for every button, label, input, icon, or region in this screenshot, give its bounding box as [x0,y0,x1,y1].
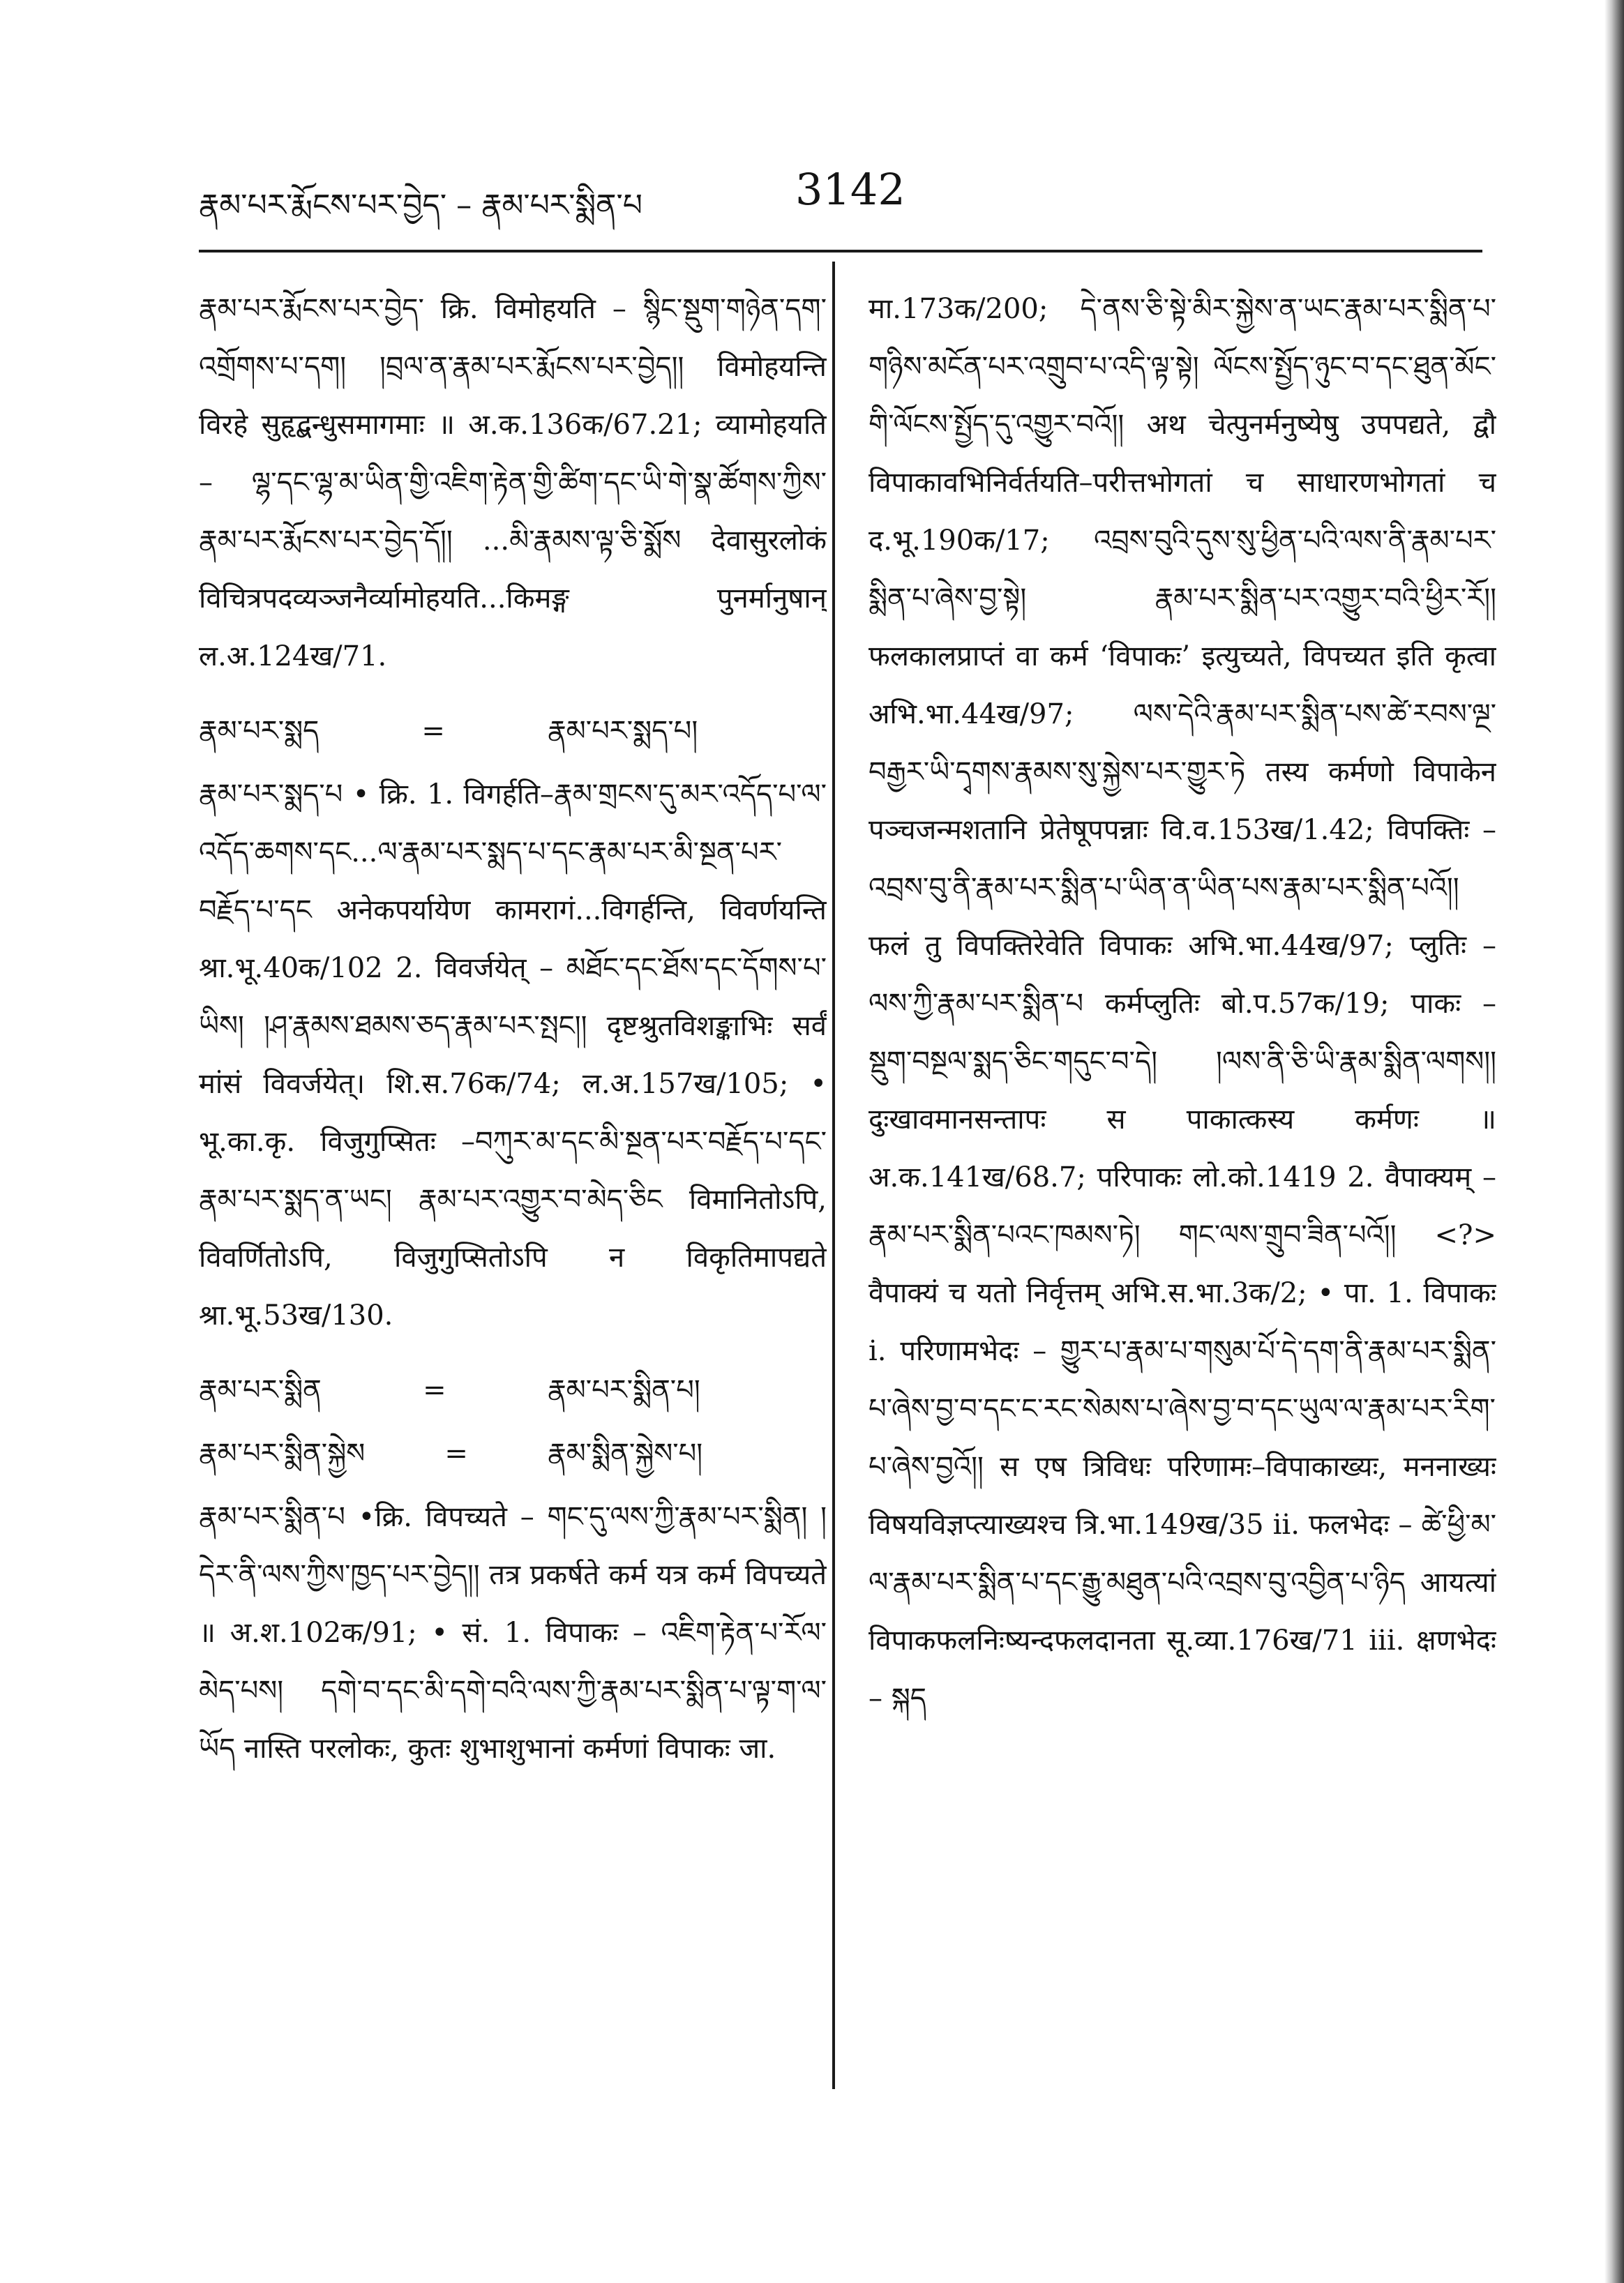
cross-reference-entry [199,702,827,760]
entry-headword: རྣམ་པར་སྨིན་སྐྱེས [199,1438,366,1470]
entry-headword: རྣམ་པར་སྨད [199,715,319,747]
entry-vimohayati: རྣམ་པར་རྨོངས་པར་བྱེད་ क्रि. विमोहयति – སྙིང་སྡུག་གཉེན་དག་འགྲོགས་པ་དག། །བྲལ་ན་རྣམ་པར་རྨོངས་པར་བྱེད།། विमोहयन्ति विरहे सुहृद्बन्धुसमागमाः ॥ अ.क.136क/67.21; व्यामोहयति – ལྷ་དང་ལྷ་མ་ཡིན་གྱི་འཇིག་རྟེན་གྱི་ཚིག་དང་ཡི་གེ་སྣ་ཚོགས་ཀྱིས་རྣམ་པར་རྨོངས་པར་བྱེད་དོ།། ...མི་རྣམས་ལྟ་ཅི་སྨོས देवासुरलोकं विचित्रपदव्यञ्जनैर्व्यामोहयति...किमङ्ग पुनर्मानुषान् ल.अ.124ख/71. [199,293,827,672]
cross-reference-target: རྣམ་པར་སྨད་པ། [548,715,698,747]
entry-vipacyate: རྣམ་པར་སྨིན་པ •क्रि. विपच्यते – གང་དུ་ལས་ཀྱི་རྣམ་པར་སྨིན། །དེར་ནི་ལས་ཀྱིས་ཁྱད་པར་བྱེད།། तत्र प्रकर्षते कर्म यत्र कर्म विपच्यते ॥ अ.श.102क/91; • सं. 1. विपाकः – འཇིག་རྟེན་པ་རོལ་མེད་པས། དགེ་བ་དང་མི་དགེ་བའི་ལས་ཀྱི་རྣམ་པར་སྨིན་པ་ལྟ་ག་ལ་ཡོད नास्ति परलोकः, कुतः शुभाशुभानां कर्मणां विपाकः जा. [199,1501,827,1765]
entry-vigarhati: རྣམ་པར་སྨད་པ • क्रि. 1. विगर्हति–རྣམ་གྲངས་དུ་མར་འདོད་པ་ལ་འདོད་ཆགས་དང...ལ་རྣམ་པར་སྨད་པ་དང་རྣམ་པར་མི་སྔན་པར་བརྗོད་པ་དང अनेकपर्यायेण कामरागं...विगर्हन्ति, विवर्णयन्ति श्रा.भू.40क/102 2. विवर्जयेत् – མཐོང་དང་ཐོས་དང་དོགས་པ་ཡིས། །ཤ་རྣམས་ཐམས་ཅད་རྣམ་པར་སྤང།། दृष्टश्रुतविशङ्काभिः सर्वं मांसं विवर्जयेत्। शि.स.76क/74; ल.अ.157ख/105; • भू.का.कृ. विजुगुप्सितः –བཀུར་མ་དང་མི་སྔན་པར་བརྗོད་པ་དང་རྣམ་པར་སྨད་ན་ཡང། རྣམ་པར་འགྱུར་བ་མེད་ཅིང विमानितोऽपि, विवर्णितोऽपि, विजुगुप्सितोऽपि न विकृतिमापद्यते श्रा.भू.53ख/130. [199,778,827,1332]
equals-sign: = [444,1438,468,1470]
cross-reference-entry [199,1362,827,1419]
page-number: 3142 [795,164,905,215]
left-column [199,280,827,2094]
equals-sign: = [421,715,445,747]
equals-sign: = [423,1374,446,1406]
cross-reference-target: རྣམ་སྨིན་སྐྱེས་པ། [547,1438,703,1470]
page-edge-shadow [1604,0,1624,2283]
page-header [199,164,1482,227]
right-column [869,280,1496,2094]
running-head: རྣམ་པར་རྨོངས་པར་བྱེད་ – རྣམ་པར་སྨིན་པ [199,188,642,223]
column-divider [832,262,835,2089]
cross-reference-target: རྣམ་པར་སྨིན་པ། [548,1374,700,1406]
entry-headword: རྣམ་པར་སྨིན [199,1374,322,1406]
header-rule [199,250,1482,253]
entry-vipaka-continued: मा.173क/200; དེ་ནས་ཅི་སྟེ་མིར་སྐྱེས་ན་ཡང་རྣམ་པར་སྨིན་པ་གཉིས་མངོན་པར་འགྲུབ་པ་འདི་ལྟ་སྟེ། ལོངས་སྤྱོད་ཉུང་བ་དང་ཐུན་མོང་གི་ལོངས་སྤྱོད་དུ་འགྱུར་བའོ།། अथ चेत्पुनर्मनुष्येषु उपपद्यते, द्वौ विपाकावभिनिर्वर्तयति–परीत्तभोगतां च साधारणभोगतां च द.भू.190क/17; འབྲས་བུའི་དུས་སུ་ཕྱིན་པའི་ལས་ནི་རྣམ་པར་སྨིན་པ་ཞེས་བྱ་སྟེ། རྣམ་པར་སྨིན་པར་འགྱུར་བའི་ཕྱིར་རོ།། फलकालप्राप्तं वा कर्म ‘विपाकः’ इत्युच्यते, विपच्यत इति कृत्वा अभि.भा.44ख/97; ལས་དེའི་རྣམ་པར་སྨིན་པས་ཚེ་རབས་ལྔ་བརྒྱར་ཡི་དྭགས་རྣམས་སུ་སྐྱེས་པར་གྱུར་ཏེ तस्य कर्मणो विपाकेन पञ्चजन्मशतानि प्रेतेषूपपन्नाः वि.व.153ख/1.42; विपक्तिः – འབྲས་བུ་ནི་རྣམ་པར་སྨིན་པ་ཡིན་ན་ཡིན་པས་རྣམ་པར་སྨིན་པའོ།། फलं तु विपक्तिरेवेति विपाकः अभि.भा.44ख/97; प्लुतिः – ལས་ཀྱི་རྣམ་པར་སྨིན་པ कर्मप्लुतिः बो.प.57क/19; पाकः – སྡུག་བསྔལ་སྨད་ཅིང་གདུང་བ་དེ། །ལས་ནི་ཅི་ཡི་རྣམ་སྨིན་ལགས།། दुःखावमानसन्तापः स पाकात्कस्य कर्मणः ॥ अ.क.141ख/68.7; परिपाकः लो.को.1419 2. वैपाक्यम् – རྣམ་པར་སྨིན་པའང་ཁམས་ཏེ། གང་ལས་གྲུབ་ཟིན་པའོ།། <?> वैपाक्यं च यतो निर्वृत्तम् अभि.स.भा.3क/2; • पा. 1. विपाकः i. परिणामभेदः – གྱུར་པ་རྣམ་པ་གསུམ་པོ་དེ་དག་ནི་རྣམ་པར་སྨིན་པ་ཞེས་བྱ་བ་དང་ང་རང་སེམས་པ་ཞེས་བྱ་བ་དང་ཡུལ་ལ་རྣམ་པར་རིག་པ་ཞེས་བྱའོ།། स एष त्रिविधः परिणामः–विपाकाख्यः, मननाख्यः विषयविज्ञप्त्याख्यश्च त्रि.भा.149ख/35 ii. फलभेदः – ཚེ་ཕྱི་མ་ལ་རྣམ་པར་སྨིན་པ་དང་རྒྱུ་མཐུན་པའི་འབྲས་བུ་འབྱིན་པ་ཉིད आयत्यां विपाकफलनिःष्यन्दफलदानता सू.व्या.176ख/71 iii. क्षणभेदः – སྐད [869,293,1496,1715]
cross-reference-entry [199,1425,827,1483]
